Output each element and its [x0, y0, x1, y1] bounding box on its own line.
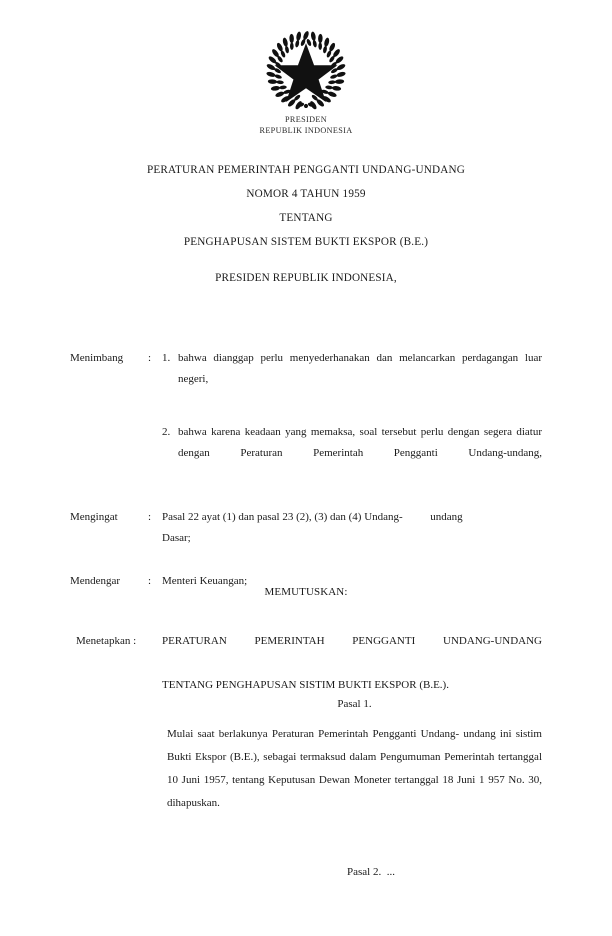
- emblem-caption-line-1: PRESIDEN: [285, 115, 327, 124]
- presidential-emblem-block: [0, 26, 612, 136]
- clause-label-mendengar: Mendengar: [70, 575, 121, 587]
- preamble-clauses: [70, 348, 542, 592]
- enactment-label: Menetapkan :: [76, 635, 137, 647]
- clause-colon-mendengar: :: [148, 575, 152, 587]
- title-line-subject: PENGHAPUSAN SISTEM BUKTI EKSPOR (B.E.): [183, 236, 429, 248]
- article-heading: Pasal 1.: [337, 698, 372, 710]
- continuation-text: Pasal 2. ...: [347, 866, 395, 878]
- clause-body-mendengar: Menteri Keuangan;: [162, 575, 248, 587]
- star-in-laurel-wreath-icon: [263, 26, 349, 112]
- article-body: Mulai saat berlakunya Peraturan Pemerintah Pengganti Undang- undang ini sistim Bukti Ekspor (B.E.), sebagai termaksud dalam Pengumuman Pemerintah tertanggal 10 Juni 1957, tentang Keputusan Dewan Moneter tertanggal 18 Juni 1 957 No. 30, dihapuskan.: [167, 728, 542, 809]
- list-item-text: bahwa karena keadaan yang memaksa, soal tersebut perlu dengan segera diatur dengan Peraturan Pemerintah Pengganti Undang-undang,: [178, 426, 542, 459]
- clause-menimbang: [70, 348, 542, 485]
- clause-text-line-2: Dasar;: [162, 532, 191, 544]
- clause-label-menimbang: Menimbang: [70, 352, 124, 364]
- page-continuation-marker: [0, 866, 612, 878]
- clause-label-mengingat: Mengingat: [70, 511, 118, 523]
- title-line-about: TENTANG: [279, 212, 333, 224]
- list-item: [162, 422, 542, 485]
- list-item: [162, 348, 542, 411]
- clause-colon-menimbang: :: [148, 352, 152, 364]
- list-item-marker: 2.: [162, 426, 171, 438]
- list-item-marker: 1.: [162, 352, 171, 364]
- clause-mengingat: [70, 507, 542, 549]
- enactment-line-2: TENTANG PENGHAPUSAN SISTIM BUKTI EKSPOR (B.E.).: [162, 679, 449, 691]
- enactment-line-1: PERATURAN PEMERINTAH PENGGANTI UNDANG-UNDANG: [162, 635, 542, 647]
- document-title-block: [0, 158, 612, 254]
- clause-body-menimbang: [162, 348, 542, 485]
- emblem-caption: [0, 115, 612, 136]
- title-line-number: NOMOR 4 TAHUN 1959: [246, 188, 366, 200]
- clause-body-mengingat: [162, 507, 542, 549]
- list-item-text: bahwa dianggap perlu menyederhanakan dan melancarkan perdagangan luar negeri,: [178, 352, 542, 385]
- issuing-authority-line: PRESIDEN REPUBLIK INDONESIA,: [215, 272, 397, 284]
- emblem-caption-line-2: REPUBLIK INDONESIA: [259, 125, 353, 135]
- enactment-block: [76, 630, 542, 696]
- decision-heading: MEMUTUSKAN:: [264, 586, 348, 598]
- title-line-regulation-type: PERATURAN PEMERINTAH PENGGANTI UNDANG-UNDANG: [146, 164, 466, 176]
- clause-colon-mengingat: :: [148, 511, 152, 523]
- enactment-body: [162, 630, 542, 696]
- clause-text-line-1: Pasal 22 ayat (1) dan pasal 23 (2), (3) dan (4) Undang- undang: [162, 511, 463, 523]
